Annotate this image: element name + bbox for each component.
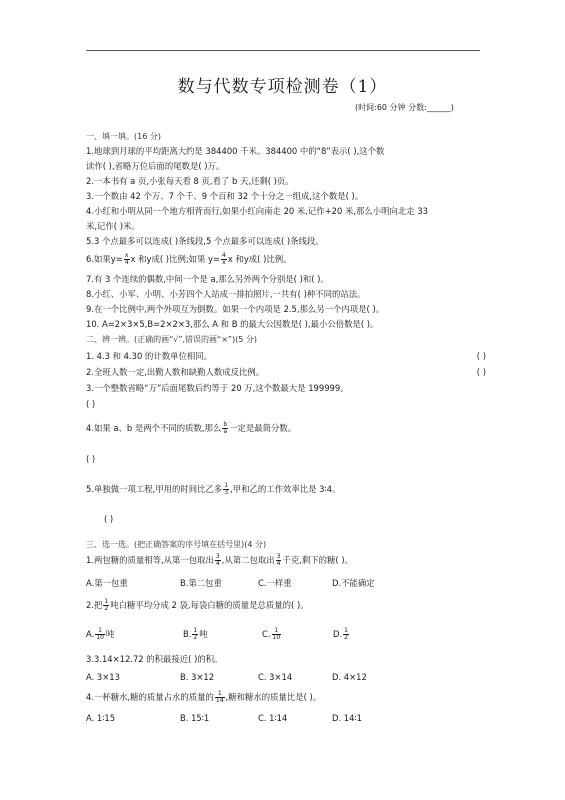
p1-q6 [86,252,486,267]
p2-q5-paren: ( ) [104,514,114,524]
answer-paren: ( ) [476,351,486,361]
p1-q6-text-a: 6.如果y= [86,254,123,264]
frac-numerator: b [223,421,228,428]
frac-denominator: 4 [124,259,129,266]
option-c: C. 3×14 [258,672,293,682]
option-a: A. 3×13 [86,672,120,682]
frac-numerator: x [124,252,129,259]
p3-q4 [86,690,486,705]
p2-q1 [86,349,486,364]
option-fraction [192,628,198,641]
option-c [262,628,282,641]
option-unit: 吨 [105,629,115,639]
p1-q10: 10. A=2×3×5,B=2×2×3,那么 A 和 B 的最大公因数是( ),最小公倍数是( )。 [86,319,379,329]
p2-q5-text-b: ,甲和乙的工作效率比是 3∶4。 [230,484,341,494]
p2-q4-fraction [222,422,228,435]
p2-q5-fraction [223,483,229,496]
p1-q6-fraction-1 [124,253,130,266]
frac-denominator: 4 [215,560,220,567]
p3-q1-text-b: ,从第二包取出 [221,555,275,565]
frac-numerator: 1 [272,628,282,635]
section-heading-choose: 三、选一选。(把正确答案的序号填在括号里)(4 分) [86,540,267,549]
p3-q4-text-a: 4.一杯糖水,糖的质量占水的质量的 [86,692,214,702]
p1-q4-line2: 米,记作( )米。 [86,221,140,231]
p3-q3-options [86,672,486,686]
p3-q2-text-a: 2.把 [86,600,103,610]
frac-numerator: 1 [193,627,198,634]
frac-numerator: 1 [344,627,348,634]
option-d [333,628,350,641]
p2-q4-text-b: 一定是最简分数。 [229,423,297,433]
p1-q1-line2: 读作( ),省略万位后面的尾数是( )万。 [86,161,225,171]
option-label: C. [262,629,271,639]
p1-q9: 9.在一个比例中,两个外项互为倒数。如果一个内项是 2.5,那么另一个内项是( )。 [86,304,385,314]
frac-numerator: 3 [276,553,281,560]
answer-paren: ( ) [476,367,486,377]
p1-q8: 8.小红、小军、小明、小芳四个人站成一排拍照片,一共有( )种不同的站法。 [86,289,366,299]
p2-q3-paren: ( ) [86,399,96,409]
p2-q5-text-a: 5.单独做一项工程,甲用的时间比乙多 [86,484,223,494]
p1-q6-text-c: x 和y成( )比例。 [227,254,292,264]
frac-denominator: x [222,259,226,266]
p1-q5: 5.3 个点最多可以连成( )条线段,5 个点最多可以连成( )条线段。 [86,236,324,246]
p1-q2: 2.一本书有 a 页,小张每天看 8 页,看了 b 天,还剩( )页。 [86,176,294,186]
p3-q1 [86,553,486,568]
p1-q3: 3.一个数由 42 个万、7 个千、9 个百和 32 个十分之一组成,这个数是( )。 [86,191,364,201]
section-heading-judge: 二、辨一辨。(正确的画“√”,错误的画“×”)(5 分) [86,335,258,344]
frac-denominator: 3 [224,489,229,496]
section-heading-fill: 一、填一填。(16 分) [86,132,161,141]
option-label: D. [333,629,343,639]
p1-q1-line1: 1.地球到月球的平均距离大约是 384400 千米。384400 中的“8”表示( ),这个数 [86,146,385,156]
header-rule [86,50,480,51]
p2-q2 [86,365,486,380]
p2-q4-paren: ( ) [86,454,96,464]
p2-q5 [86,482,486,497]
option-fraction [95,628,105,641]
time-score-line: (时间:60 分钟 分数:______) [355,103,454,112]
p1-q6-text-b: x 和y成( )比例;如果 y= [130,254,221,264]
p2-q2-text: 2.全班人数一定,出勤人数和缺勤人数成反比例。 [86,367,265,377]
frac-denominator: 4 [276,560,281,567]
option-unit: 吨 [199,629,208,639]
frac-numerator: 3 [215,553,220,560]
frac-denominator: 2 [104,605,109,612]
frac-denominator: 14 [215,697,224,704]
p2-q4-text-a: 4.如果 a、b 是两个不同的质数,那么 [86,423,222,433]
option-c: C.一样重 [258,578,292,588]
p1-q6-fraction-2 [221,253,227,266]
option-fraction [272,628,282,641]
option-fraction [343,628,349,641]
option-a [86,628,114,641]
p3-q4-options [86,713,486,727]
frac-denominator: a [223,428,228,435]
frac-denominator: 2 [193,634,198,641]
p3-q2-options [86,628,486,644]
p3-q1-fraction-1 [215,554,221,567]
p3-q1-options [86,577,486,591]
p1-q4-line1: 4.小红和小明从同一个地方相背而行,如果小红向南走 20 米,记作+20 米,那么小明向北走 33 [86,206,428,216]
frac-denominator: 2 [344,634,348,641]
frac-numerator: 1 [104,598,109,605]
p1-q7: 7.有 3 个连续的偶数,中间一个是 a,那么另外两个分别是( )和( )。 [86,274,329,284]
p2-q1-text: 1. 4.3 和 4.30 的计数单位相同。 [86,351,212,361]
p2-q4 [86,421,486,436]
p3-q4-fraction [215,691,225,704]
p2-q3: 3.一个整数省略“万”后面尾数后约等于 20 万,这个数最大是 199999。 [86,383,349,393]
option-a: A.第一包重 [86,578,128,588]
option-d: D.不能确定 [332,578,375,588]
option-d: D. 14∶1 [332,713,362,723]
frac-numerator: 4 [222,252,226,259]
option-b [183,628,208,641]
option-b: B.第二包重 [180,578,222,588]
p3-q1-text-c: 千克,剩下的糖( )。 [282,555,353,565]
frac-numerator: 1 [224,482,229,489]
option-d: D. 4×12 [332,672,367,682]
frac-denominator: 10 [96,634,104,641]
p3-q2 [86,598,486,613]
p3-q1-text-a: 1.两包糖的质量相等,从第一包取出 [86,555,214,565]
option-label: B. [183,629,192,639]
frac-numerator: 1 [215,691,225,698]
page-title: 数与代数专项检测卷（1） [177,77,388,97]
option-label: A. [86,629,95,639]
frac-denominator: 10 [272,634,281,641]
option-c: C. 1∶14 [258,713,288,723]
p3-q2-text-b: 吨白糖平均分成 2 袋,每袋白糖的质量是总质量的( )。 [110,600,309,610]
p3-q4-text-b: ,糖和糖水的质量比是( )。 [225,692,322,702]
option-b: B. 15∶1 [180,713,210,723]
option-b: B. 3×12 [180,672,215,682]
p3-q1-fraction-2 [276,554,282,567]
frac-numerator: 1 [95,628,105,635]
option-a: A. 1∶15 [86,713,116,723]
p3-q3: 3.3.14×12.72 的积最接近( )的积。 [86,654,223,664]
p3-q2-fraction [103,599,109,612]
